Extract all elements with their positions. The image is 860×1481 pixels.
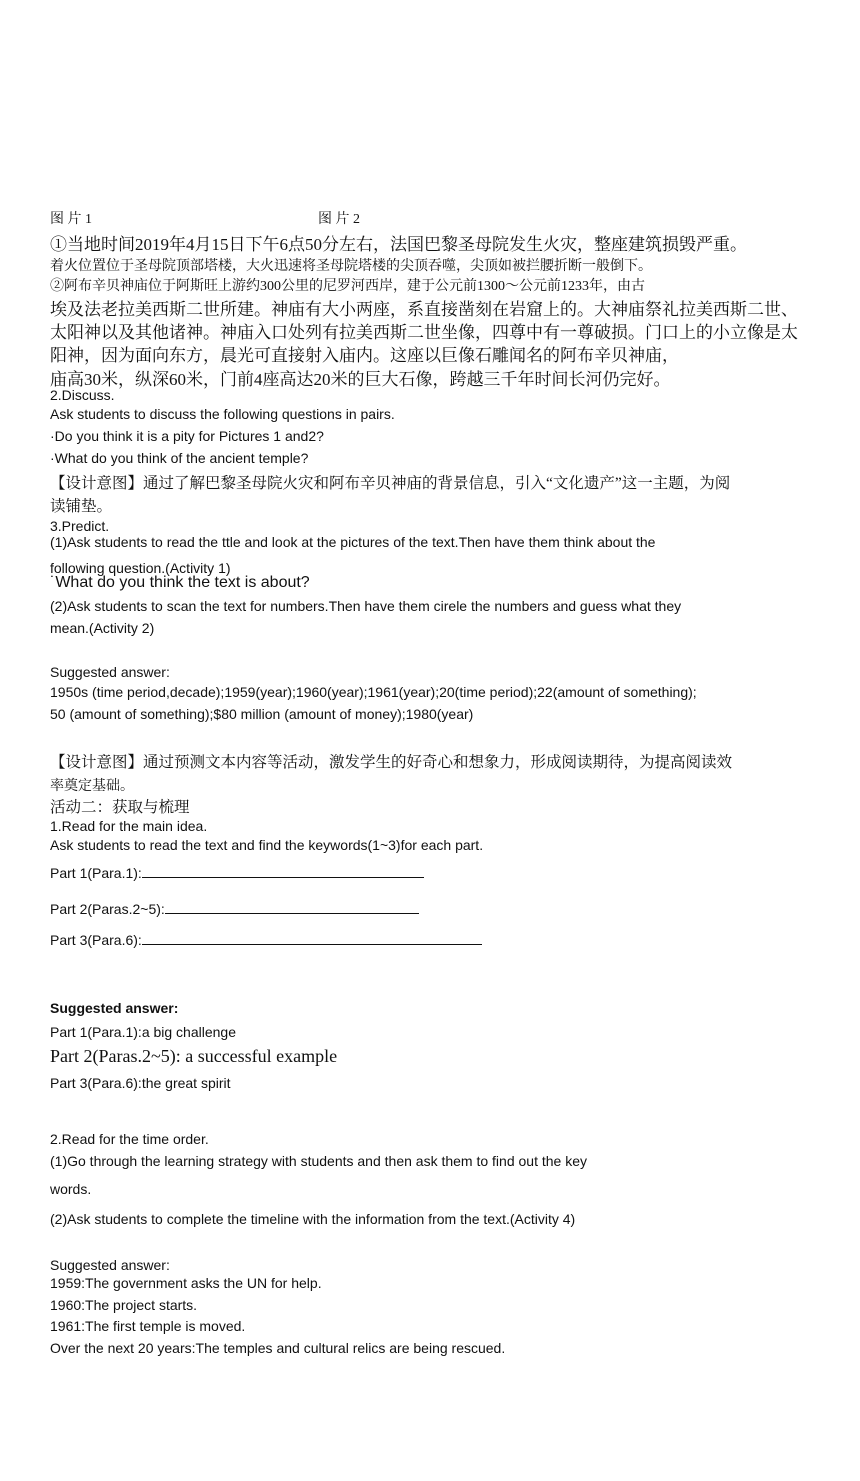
design-intent-2-line-1: 【设计意图】通过预测文本内容等活动，激发学生的好奇心和想象力，形成阅读期待，为提高阅读效 — [50, 754, 733, 771]
main-idea-heading: 1.Read for the main idea. — [50, 818, 208, 834]
discuss-heading: 2.Discuss. — [50, 387, 115, 403]
main-idea-answer-label: Suggested answer: — [50, 1000, 179, 1016]
time-order-step-2: (2)Ask students to complete the timeline with the information from the text.(Activity 4) — [50, 1211, 576, 1227]
timeline-item: 1960:The project starts. — [50, 1297, 198, 1313]
part-1-label: Part 1(Para.1): — [50, 865, 142, 881]
predict-answer-line-1: 1950s (time period,decade);1959(year);1960(year);1961(year);20(time period);22(amount of something); — [50, 684, 697, 700]
discuss-question-1: ·Do you think it is a pity for Pictures 1 and2? — [50, 428, 324, 444]
predict-activity-1-line-2: following question.(Activity 1) — [50, 560, 231, 576]
picture-1-caption: 图 片 1 — [50, 212, 92, 227]
part-1-row — [50, 865, 424, 881]
predict-activity-2-line-1: (2)Ask students to scan the text for numbers.Then have them cirele the numbers and guess what they — [50, 598, 682, 614]
part-3-row — [50, 932, 482, 948]
abu-simbel-paragraph-line-3: 太阳神以及其他诸神。神庙入口处列有拉美西斯二世坐像，四尊中有一尊破损。门口上的小立像是太 — [50, 323, 798, 342]
picture-2-caption: 图 片 2 — [318, 212, 360, 227]
predict-heading: 3.Predict. — [50, 518, 110, 534]
predict-activity-1-question: ˙What do you think the text is about? — [50, 574, 310, 591]
design-intent-2-line-2: 率奠定基础。 — [50, 779, 134, 794]
main-idea-instruction: Ask students to read the text and find the keywords(1~3)for each part. — [50, 837, 484, 853]
part-2-row — [50, 901, 419, 917]
timeline-item: 1959:The government asks the UN for help. — [50, 1275, 322, 1291]
abu-simbel-paragraph-line-2: 埃及法老拉美西斯二世所建。神庙有大小两座，系直接凿刻在岩窟上的。大神庙祭礼拉美西斯二世、 — [50, 300, 798, 319]
abu-simbel-paragraph-line-5: 庙高30米，纵深60米，门前4座高达20米的巨大石像，跨越三千年时间长河仍完好。 — [50, 370, 671, 389]
discuss-instruction: Ask students to discuss the following questions in pairs. — [50, 406, 395, 422]
part-3-label: Part 3(Para.6): — [50, 932, 142, 948]
time-order-step-1-line-1: (1)Go through the learning strategy with students and then ask them to find out the key — [50, 1153, 587, 1169]
notre-dame-paragraph-line-1: ①当地时间2019年4月15日下午6点50分左右，法国巴黎圣母院发生火灾，整座建筑损毁严重。 — [50, 235, 747, 254]
predict-answer-line-2: 50 (amount of something);$80 million (amount of money);1980(year) — [50, 706, 474, 722]
part-2-answer-blank[interactable] — [165, 901, 419, 914]
notre-dame-paragraph-line-2: 着火位置位于圣母院顶部塔楼，大火迅速将圣母院塔楼的尖顶吞噬，尖顶如被拦腰折断一般倒下。 — [50, 259, 652, 274]
part-1-answer-blank[interactable] — [142, 865, 424, 878]
predict-activity-1-line-1: (1)Ask students to read the ttle and look at the pictures of the text.Then have them think about the — [50, 534, 656, 550]
design-intent-1-line-1: 【设计意图】通过了解巴黎圣母院火灾和阿布辛贝神庙的背景信息，引入“文化遗产”这一主题，为阅 — [50, 475, 731, 492]
time-order-heading: 2.Read for the time order. — [50, 1131, 209, 1147]
abu-simbel-paragraph-line-4: 阳神，因为面向东方，晨光可直接射入庙内。这座以巨像石雕闻名的阿布辛贝神庙， — [50, 346, 679, 365]
part-3-answer-blank[interactable] — [142, 932, 482, 945]
timeline-item: Over the next 20 years:The temples and cultural relics are being rescued. — [50, 1340, 506, 1356]
predict-activity-2-line-2: mean.(Activity 2) — [50, 620, 155, 636]
abu-simbel-paragraph-line-1: ②阿布辛贝神庙位于阿斯旺上游约300公里的尼罗河西岸，建于公元前1300～公元前1233年，由古 — [50, 279, 645, 294]
discuss-question-2: ·What do you think of the ancient temple? — [50, 450, 309, 466]
time-order-step-1-line-2: words. — [50, 1181, 92, 1197]
activity-2-heading: 活动二：获取与梳理 — [50, 799, 190, 816]
part-2-label: Part 2(Paras.2~5): — [50, 901, 165, 917]
part-1-answer: Part 1(Para.1):a big challenge — [50, 1024, 236, 1040]
predict-answer-label: Suggested answer: — [50, 664, 170, 680]
design-intent-1-line-2: 读铺垫。 — [50, 498, 113, 515]
part-2-answer: Part 2(Paras.2~5): a successful example — [50, 1046, 338, 1066]
timeline-item: 1961:The first temple is moved. — [50, 1318, 246, 1334]
part-3-answer: Part 3(Para.6):the great spirit — [50, 1075, 231, 1091]
timeline-answer-label: Suggested answer: — [50, 1257, 170, 1273]
